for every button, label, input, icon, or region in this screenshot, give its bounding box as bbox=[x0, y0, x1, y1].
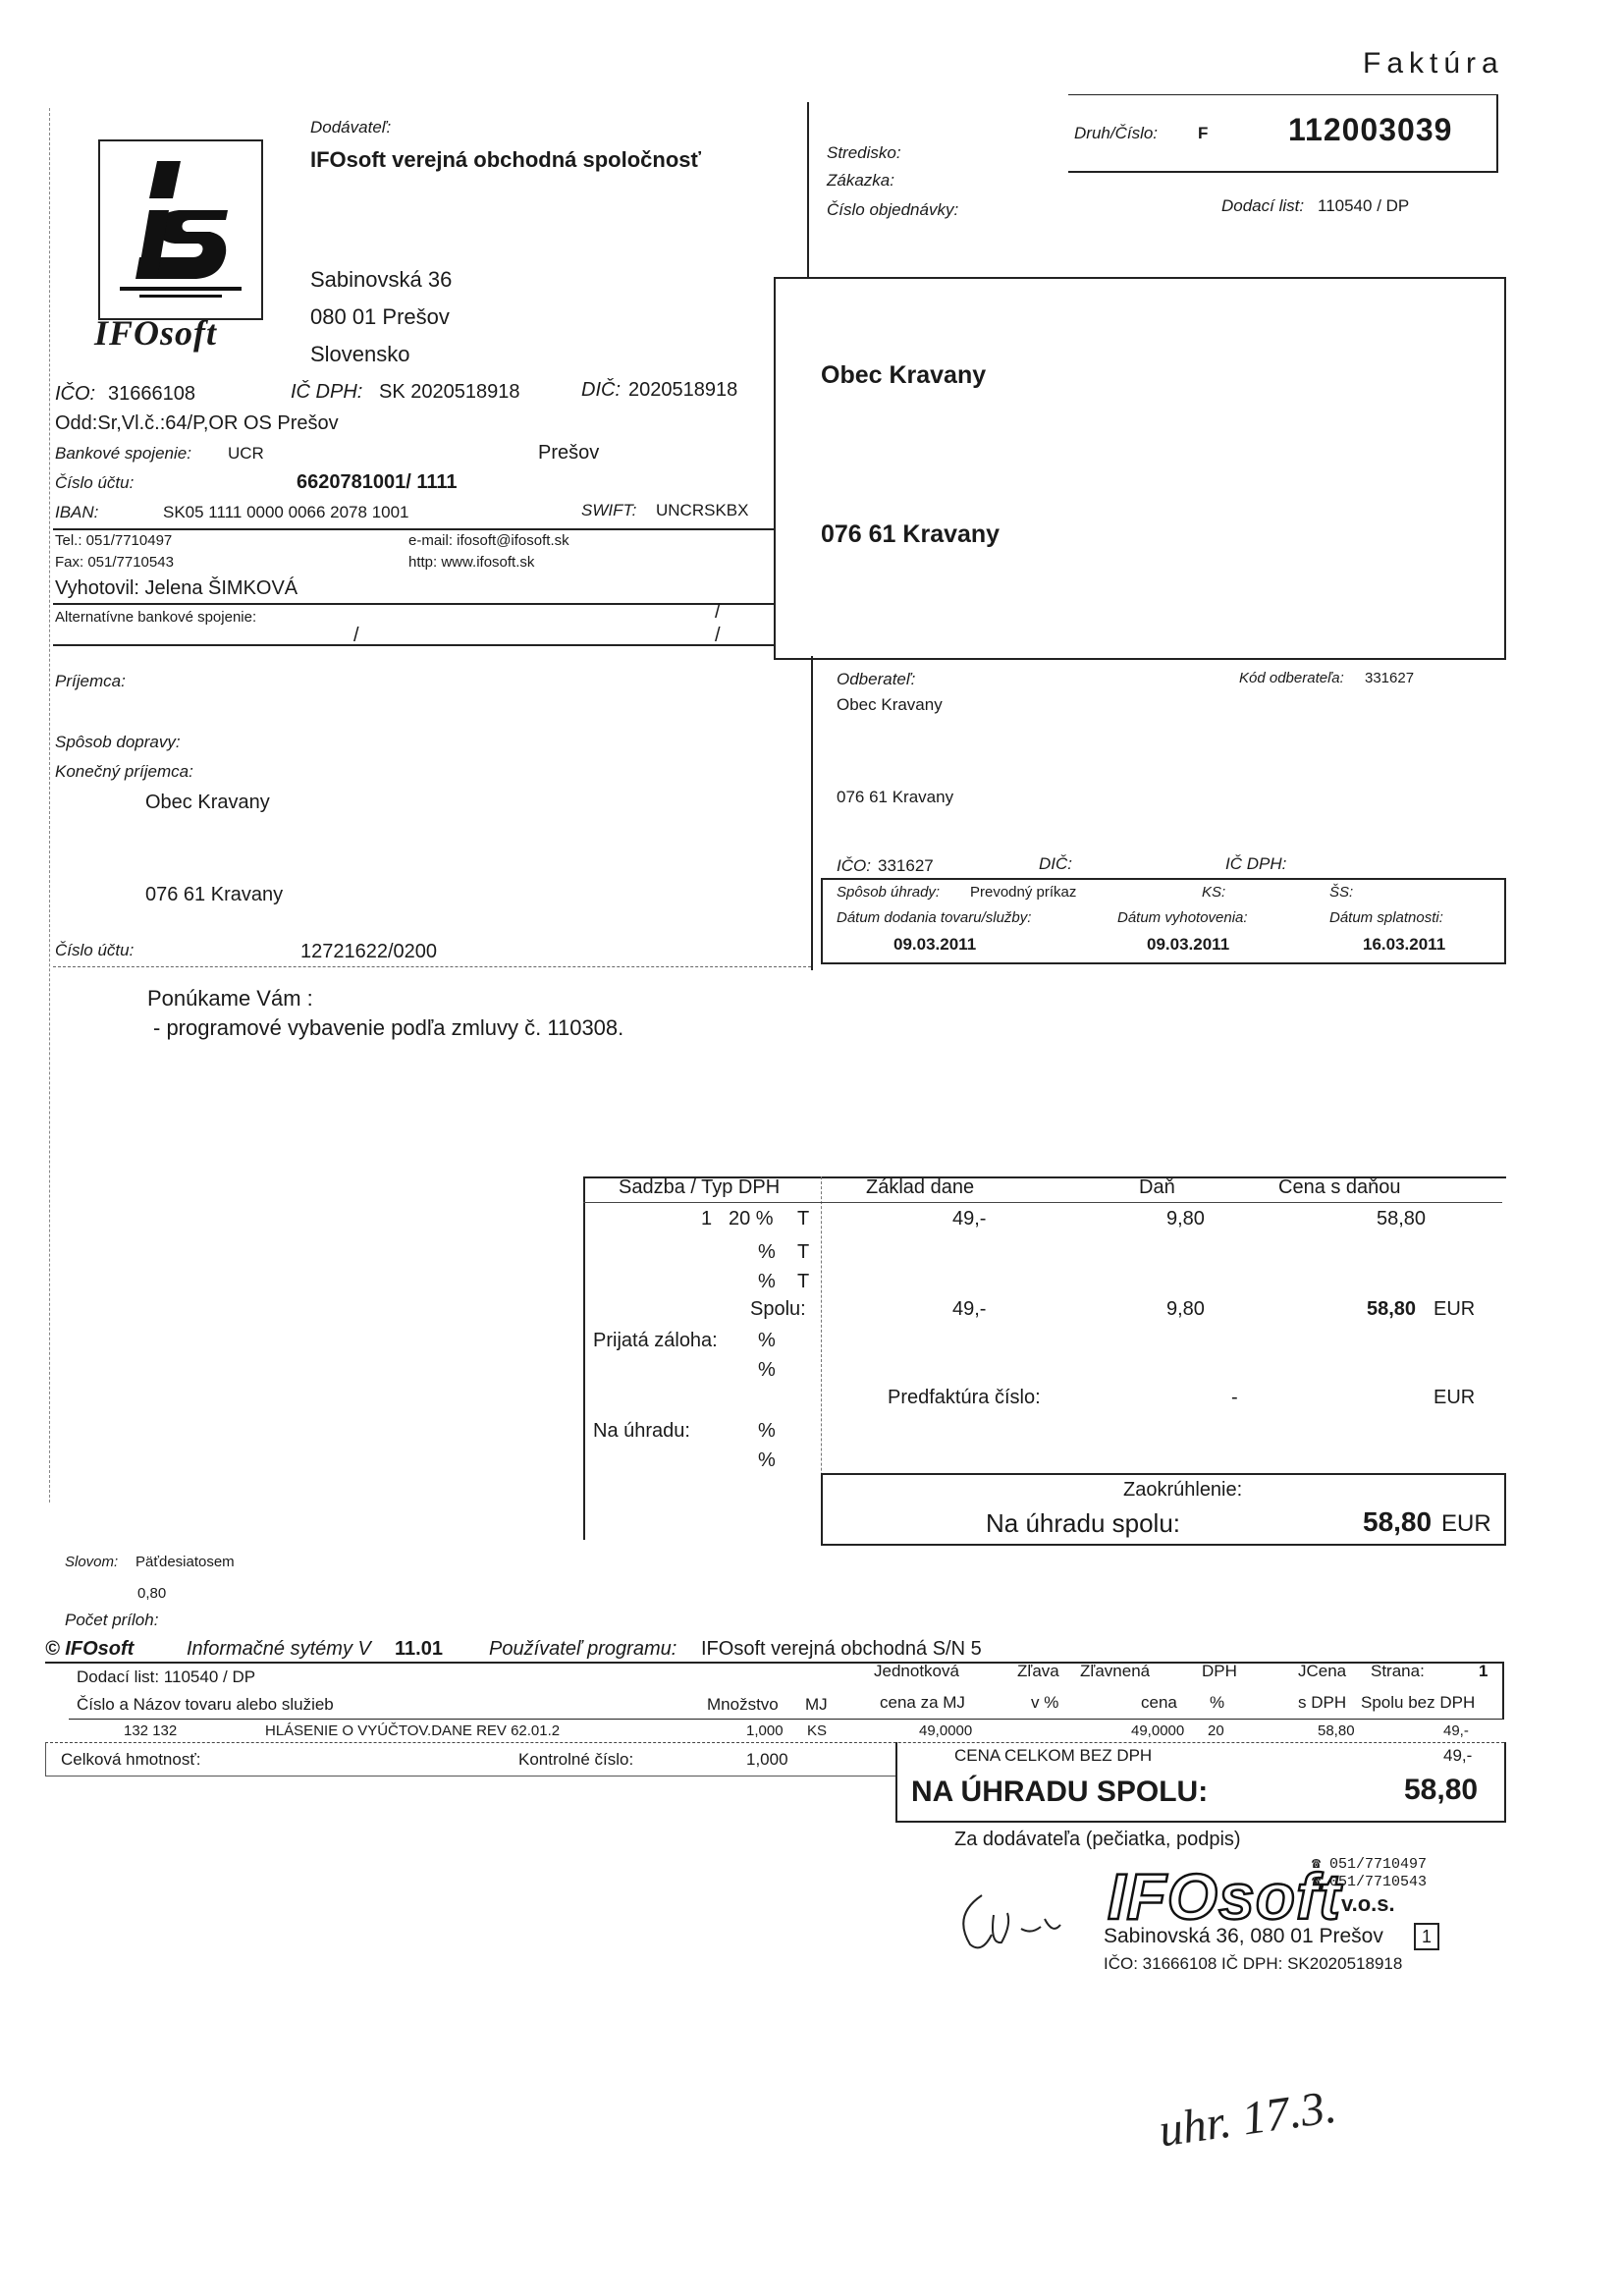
delivery-date: 09.03.2011 bbox=[893, 935, 977, 954]
supplier-swift-label: SWIFT: bbox=[581, 501, 637, 519]
alt-bank-slash-3: / bbox=[715, 625, 721, 646]
control-value: 1,000 bbox=[746, 1750, 788, 1769]
supplier-fax: Fax: 051/7710543 bbox=[55, 554, 174, 571]
dodaci-value: 110540 / DP bbox=[1318, 196, 1410, 215]
supplier-icdph-label: IČ DPH: bbox=[291, 381, 363, 403]
vat-row1-rate: 20 % bbox=[729, 1208, 774, 1230]
vat-row1-total: 58,80 bbox=[1377, 1208, 1427, 1230]
footer-system: Informačné sytémy V bbox=[187, 1638, 371, 1660]
vat-header-base: Základ dane bbox=[866, 1176, 975, 1198]
zaokruhlenie-label: Zaokrúhlenie: bbox=[1123, 1479, 1243, 1501]
vat-row1-tax: 9,80 bbox=[1166, 1208, 1205, 1230]
total-due-label: Na úhradu spolu: bbox=[986, 1508, 1181, 1538]
ss-label: ŠS: bbox=[1329, 884, 1354, 901]
druh-label: Druh/Číslo: bbox=[1074, 124, 1159, 142]
prijemca-label: Príjemca: bbox=[55, 672, 126, 690]
stamp-vos: v.o.s. bbox=[1341, 1891, 1395, 1916]
supplier-account: 6620781001/ 1111 bbox=[297, 471, 458, 493]
na-uhradu-pct-2: % bbox=[758, 1449, 776, 1471]
stamp-box: 1 bbox=[1414, 1923, 1439, 1950]
customer-code: 331627 bbox=[1365, 670, 1415, 686]
alt-bank-label: Alternatívne bankové spojenie: bbox=[55, 609, 257, 626]
recipient-name: Obec Kravany bbox=[145, 792, 270, 813]
supplier-website: http: www.ifosoft.sk bbox=[408, 554, 535, 571]
predfaktura-label: Predfaktúra číslo: bbox=[888, 1387, 1041, 1408]
vat-row3-type: T bbox=[797, 1271, 810, 1292]
payment-value: Prevodný príkaz bbox=[970, 884, 1077, 901]
customer-icdph-label: IČ DPH: bbox=[1225, 854, 1287, 873]
grand-total-label: NA ÚHRADU SPOLU: bbox=[911, 1776, 1209, 1808]
stamp-address: Sabinovská 36, 080 01 Prešov bbox=[1104, 1925, 1383, 1947]
payment-label: Spôsob úhrady: bbox=[837, 884, 941, 901]
invoice-number: 112003039 bbox=[1288, 112, 1453, 147]
item-vat: 20 bbox=[1208, 1722, 1224, 1739]
recipient-account-label: Číslo účtu: bbox=[55, 941, 135, 959]
item-jcena: 58,80 bbox=[1318, 1722, 1355, 1739]
item-code: 132 132 bbox=[124, 1722, 178, 1739]
items-dodaci: Dodací list: 110540 / DP bbox=[77, 1667, 256, 1686]
ks-label: KS: bbox=[1202, 884, 1226, 901]
recipient-account: 12721622/0200 bbox=[300, 941, 438, 962]
customer-city: 076 61 Kravany bbox=[837, 788, 954, 806]
items-h-mj: MJ bbox=[805, 1695, 828, 1714]
customer-ico-label: IČO: bbox=[837, 856, 871, 875]
items-h-jedn2: cena za MJ bbox=[880, 1693, 965, 1712]
supplier-bank: UCR bbox=[228, 444, 264, 463]
footer-user-label: Používateľ programu: bbox=[489, 1638, 677, 1660]
items-h-name: Číslo a Názov tovaru alebo služieb bbox=[77, 1695, 334, 1714]
total-no-vat: 49,- bbox=[1443, 1746, 1473, 1765]
offer-item: - programové vybavenie podľa zmluvy č. 110308. bbox=[153, 1015, 624, 1040]
item-total: 49,- bbox=[1443, 1722, 1469, 1739]
druh-value: F bbox=[1198, 124, 1209, 142]
supplier-country: Slovensko bbox=[310, 342, 410, 366]
zaloha-pct-2: % bbox=[758, 1359, 776, 1381]
stamp-tel-2: ☎ 051/7710543 bbox=[1312, 1874, 1428, 1890]
items-h-zlava2: v % bbox=[1031, 1693, 1059, 1712]
vat-header-total: Cena s daňou bbox=[1278, 1176, 1401, 1198]
supplier-iban: SK05 1111 0000 0066 2078 1001 bbox=[163, 503, 409, 521]
supplier-ico-label: IČO: bbox=[55, 383, 96, 405]
na-uhradu-pct-1: % bbox=[758, 1420, 776, 1442]
items-h-zlav1: Zľavnená bbox=[1080, 1662, 1151, 1680]
address-box-name: Obec Kravany bbox=[821, 361, 987, 389]
due-date: 16.03.2011 bbox=[1363, 935, 1446, 954]
customer-address-box bbox=[774, 277, 1506, 660]
control-label: Kontrolné číslo: bbox=[518, 1750, 634, 1769]
zakazka-label: Zákazka: bbox=[827, 171, 894, 190]
address-box-city: 076 61 Kravany bbox=[821, 520, 1001, 548]
item-unit-price: 49,0000 bbox=[919, 1722, 973, 1739]
items-h-dph2: % bbox=[1210, 1693, 1225, 1712]
item-discounted-price: 49,0000 bbox=[1131, 1722, 1185, 1739]
issue-date-label: Dátum vyhotovenia: bbox=[1117, 909, 1248, 926]
vat-row2-type: T bbox=[797, 1241, 810, 1263]
doprava-label: Spôsob dopravy: bbox=[55, 733, 181, 751]
grand-total: 58,80 bbox=[1404, 1774, 1479, 1806]
items-h-jcena2: s DPH bbox=[1298, 1693, 1347, 1712]
customer-ico: 331627 bbox=[878, 856, 934, 875]
items-h-jcena1: JCena bbox=[1298, 1662, 1347, 1680]
vat-row1-number: 1 bbox=[701, 1208, 713, 1230]
customer-name: Obec Kravany bbox=[837, 695, 943, 714]
predfaktura-currency: EUR bbox=[1434, 1387, 1476, 1408]
items-h-qty: Množstvo bbox=[707, 1695, 779, 1714]
supplier-ico: 31666108 bbox=[108, 383, 195, 405]
supplier-email: e-mail: ifosoft@ifosoft.sk bbox=[408, 532, 569, 549]
total-due-amount: 58,80 bbox=[1363, 1506, 1433, 1537]
supplier-street: Sabinovská 36 bbox=[310, 267, 453, 292]
stredisko-label: Stredisko: bbox=[827, 143, 901, 162]
supplier-name: IFOsoft verejná obchodná spoločnosť bbox=[310, 147, 702, 172]
issue-date: 09.03.2011 bbox=[1147, 935, 1230, 954]
items-h-zlav2: cena bbox=[1141, 1693, 1177, 1712]
supplier-issued-by: Vyhotovil: Jelena ŠIMKOVÁ bbox=[55, 577, 298, 599]
supplier-tel: Tel.: 051/7710497 bbox=[55, 532, 173, 549]
vat-spolu-label: Spolu: bbox=[750, 1298, 806, 1320]
words-label: Slovom: bbox=[65, 1554, 119, 1570]
vat-row3-pct: % bbox=[758, 1271, 776, 1292]
svg-text:IFOsoft: IFOsoft bbox=[1108, 1860, 1341, 1933]
alt-bank-slash-2: / bbox=[715, 601, 721, 623]
vat-row1-type: T bbox=[797, 1208, 810, 1230]
supplier-bank-city: Prešov bbox=[538, 442, 600, 464]
offer-intro: Ponúkame Vám : bbox=[147, 986, 313, 1011]
prilohy-label: Počet príloh: bbox=[65, 1611, 159, 1629]
words-text: Päťdesiatosem bbox=[135, 1554, 235, 1570]
total-due-currency: EUR bbox=[1441, 1510, 1491, 1537]
stamp-tel-1: ☎ 051/7710497 bbox=[1312, 1856, 1428, 1873]
items-page-number: 1 bbox=[1479, 1662, 1488, 1680]
supplier-bank-label: Bankové spojenie: bbox=[55, 444, 191, 463]
vat-spolu-base: 49,- bbox=[952, 1298, 987, 1320]
handwritten-note: uhr. 17.3. bbox=[1156, 2080, 1340, 2158]
supplier-dic-label: DIČ: bbox=[581, 379, 621, 401]
supplier-label: Dodávateľ: bbox=[310, 118, 392, 137]
konecny-prijemca-label: Konečný príjemca: bbox=[55, 762, 193, 781]
company-logo bbox=[98, 139, 263, 320]
words-cents: 0,80 bbox=[137, 1585, 167, 1602]
items-h-dph1: DPH bbox=[1202, 1662, 1237, 1680]
objednavka-label: Číslo objednávky: bbox=[827, 200, 959, 219]
due-date-label: Dátum splatnosti: bbox=[1329, 909, 1443, 926]
customer-code-label: Kód odberateľa: bbox=[1239, 670, 1344, 686]
recipient-city: 076 61 Kravany bbox=[145, 884, 284, 905]
footer-user: IFOsoft verejná obchodná S/N 5 bbox=[701, 1638, 982, 1660]
supplier-icdph: SK 2020518918 bbox=[379, 381, 520, 403]
items-h-total: Spolu bez DPH bbox=[1361, 1693, 1476, 1712]
items-h-zlava1: Zľava bbox=[1017, 1662, 1059, 1680]
predfaktura-value: - bbox=[1231, 1387, 1238, 1408]
vat-spolu-tax: 9,80 bbox=[1166, 1298, 1205, 1320]
footer-version: 11.01 bbox=[395, 1638, 443, 1660]
supplier-iban-label: IBAN: bbox=[55, 503, 99, 521]
total-no-vat-label: CENA CELKOM BEZ DPH bbox=[954, 1746, 1153, 1765]
signature-label: Za dodávateľa (pečiatka, podpis) bbox=[954, 1829, 1241, 1850]
supplier-city: 080 01 Prešov bbox=[310, 304, 450, 329]
zaloha-pct-1: % bbox=[758, 1330, 776, 1351]
supplier-registry: Odd:Sr,Vl.č.:64/P,OR OS Prešov bbox=[55, 412, 339, 434]
vat-spolu-total: 58,80 bbox=[1367, 1298, 1417, 1320]
alt-bank-slash-1: / bbox=[353, 625, 359, 646]
vat-spolu-currency: EUR bbox=[1434, 1298, 1476, 1320]
customer-label: Odberateľ: bbox=[837, 670, 916, 688]
stamp-ids: IČO: 31666108 IČ DPH: SK2020518918 bbox=[1104, 1954, 1403, 1973]
items-h-jedn1: Jednotková bbox=[874, 1662, 959, 1680]
ifosoft-logo-icon bbox=[100, 141, 261, 318]
supplier-account-label: Číslo účtu: bbox=[55, 473, 135, 492]
weight-label: Celková hmotnosť: bbox=[61, 1750, 201, 1769]
zaloha-label: Prijatá záloha: bbox=[593, 1330, 718, 1351]
footer-brand: © IFOsoft bbox=[45, 1638, 135, 1660]
supplier-dic: 2020518918 bbox=[628, 379, 738, 401]
item-qty: 1,000 bbox=[746, 1722, 784, 1739]
dodaci-label: Dodací list: bbox=[1221, 196, 1305, 215]
na-uhradu-label: Na úhradu: bbox=[593, 1420, 690, 1442]
delivery-date-label: Dátum dodania tovaru/služby: bbox=[837, 909, 1032, 926]
item-name: HLÁSENIE O VYÚČTOV.DANE REV 62.01.2 bbox=[265, 1722, 561, 1739]
items-h-strana: Strana: bbox=[1371, 1662, 1425, 1680]
vat-header-tax: Daň bbox=[1139, 1176, 1175, 1198]
customer-dic-label: DIČ: bbox=[1039, 854, 1072, 873]
vat-header-rate: Sadzba / Typ DPH bbox=[619, 1176, 781, 1198]
supplier-swift: UNCRSKBX bbox=[656, 501, 749, 519]
logo-wordmark: IFOsoft bbox=[94, 313, 218, 353]
vat-row1-base: 49,- bbox=[952, 1208, 987, 1230]
item-mj: KS bbox=[807, 1722, 828, 1739]
vat-row2-pct: % bbox=[758, 1241, 776, 1263]
document-title: Faktúra bbox=[1363, 47, 1504, 80]
